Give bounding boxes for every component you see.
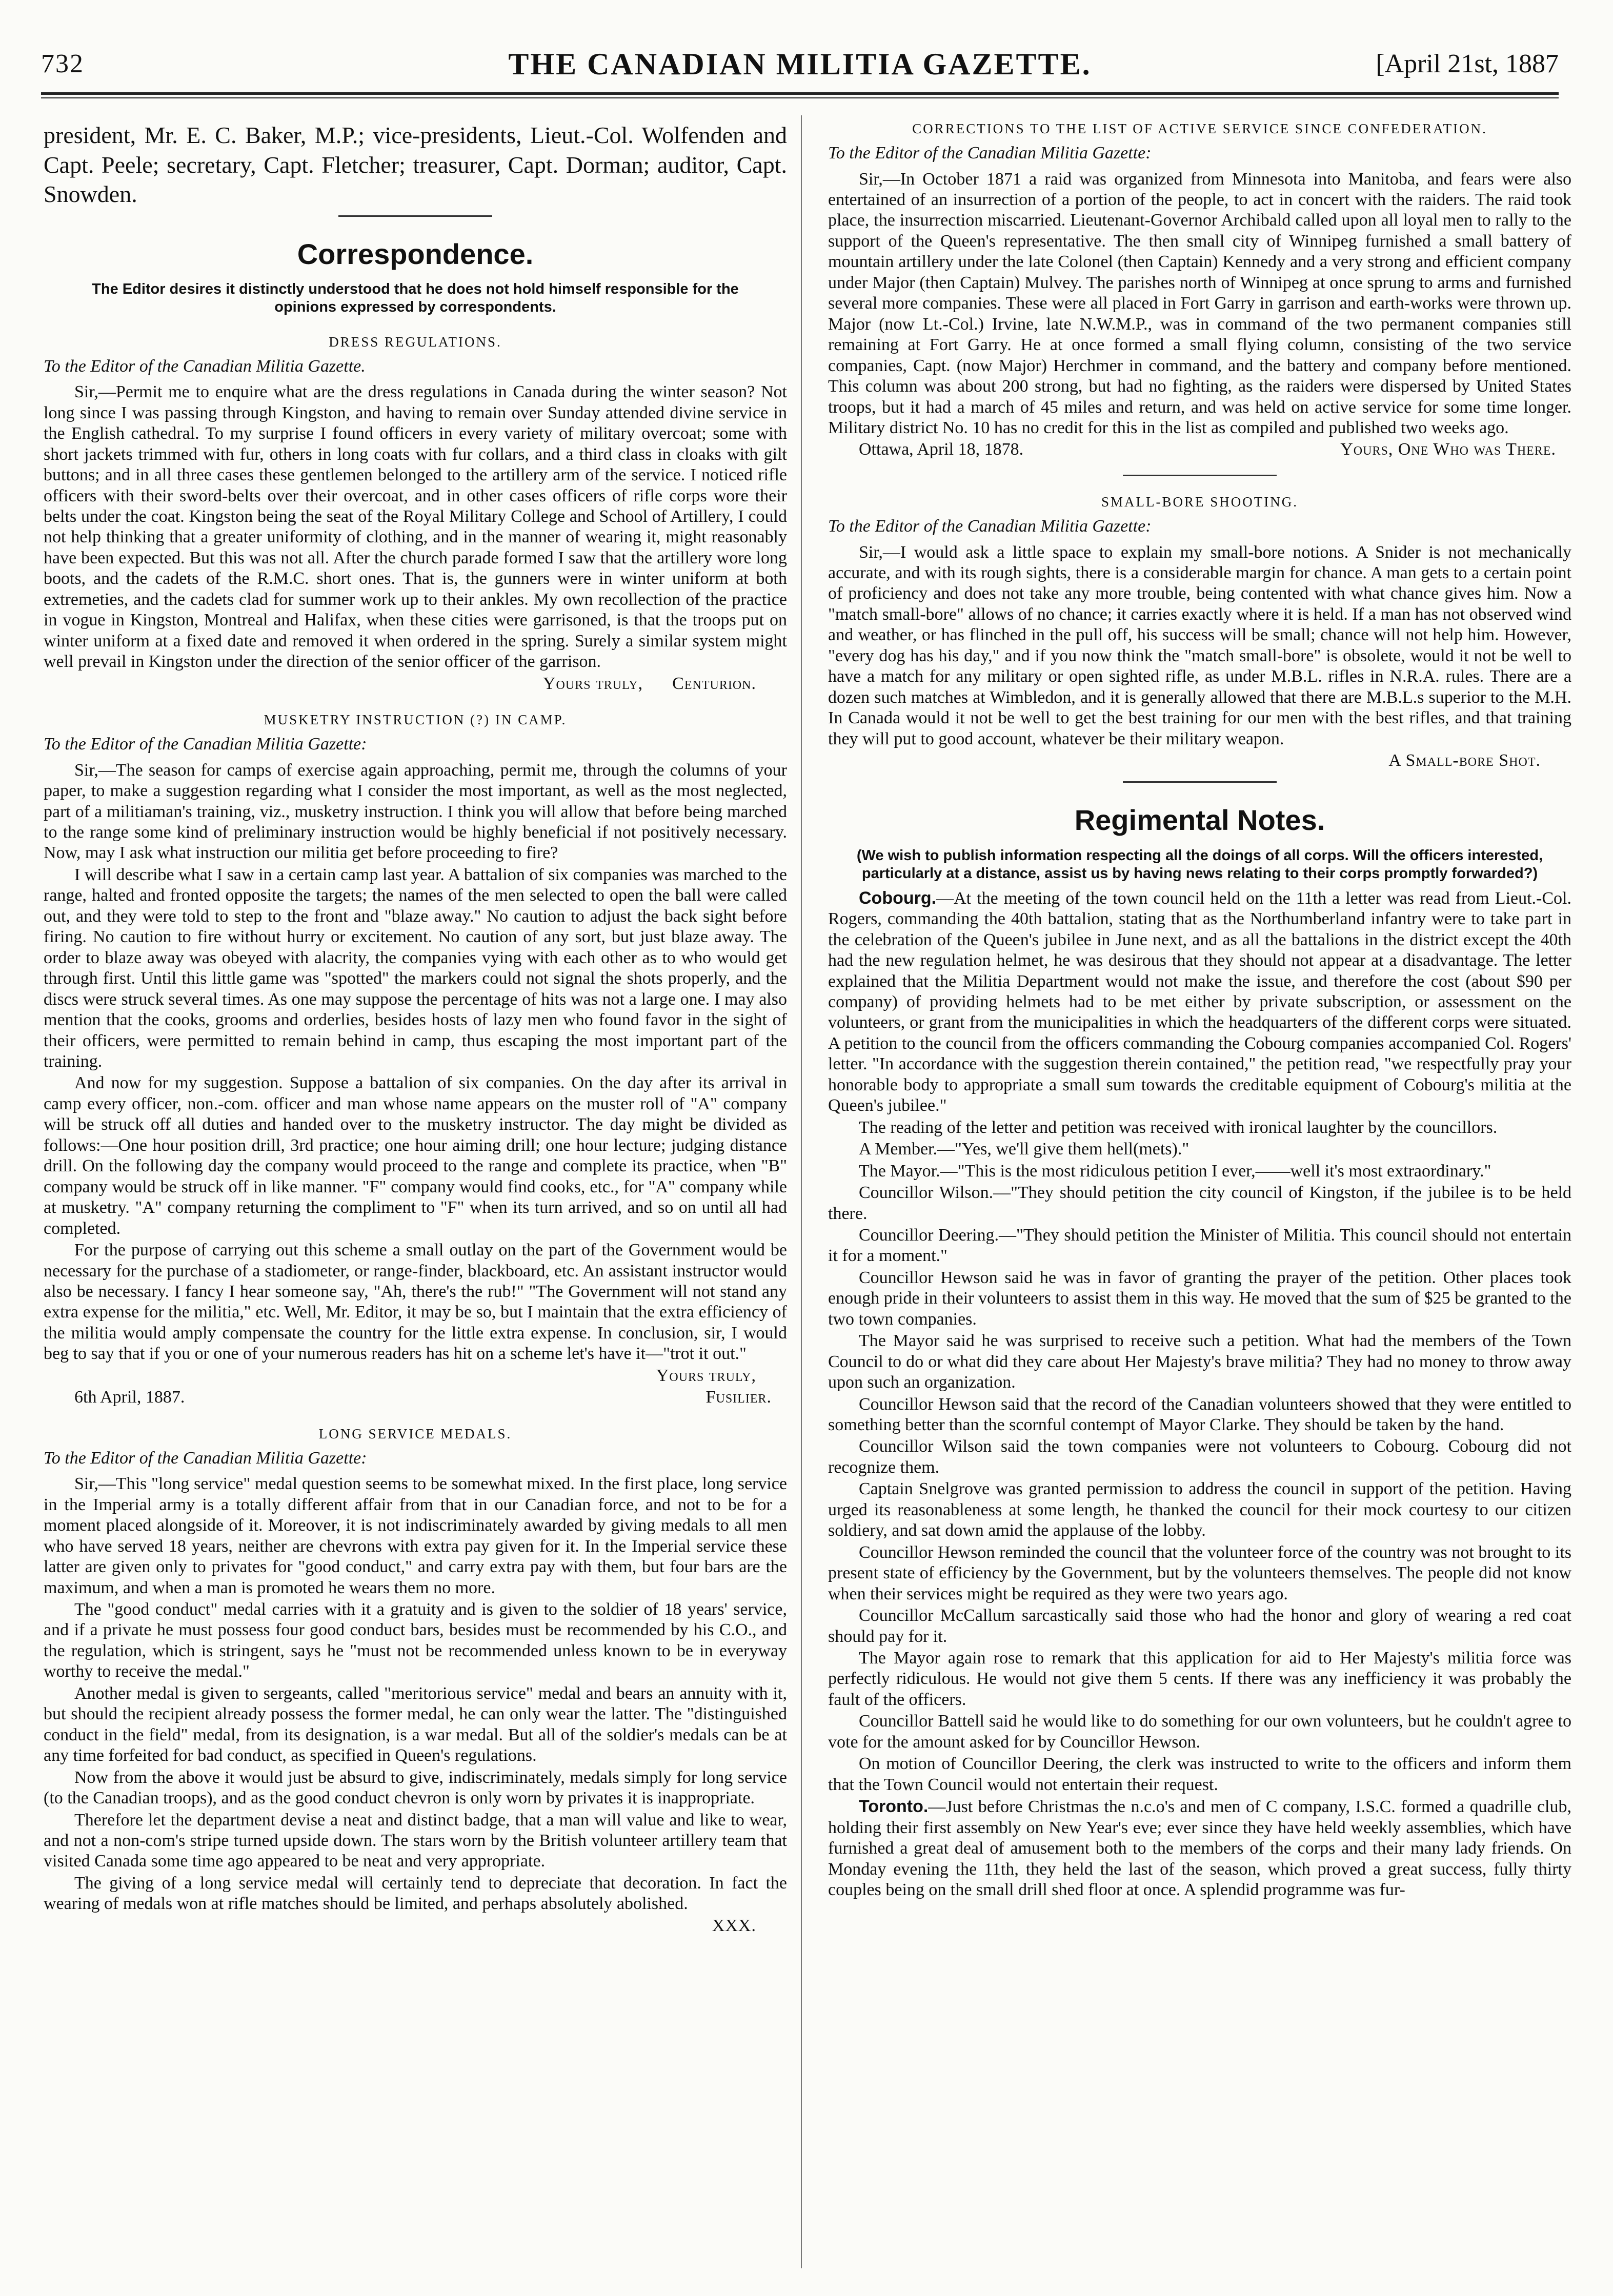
musketry-p2: I will describe what I saw in a certain camp last year. A battalion of six companies was marched to the range, halted and fronted opposite the targets; the names of the men selected to open the ball were called out, and they were told to step to the front and "blaze away." No caution to adjust the back sight before firing. No caution to fire without hurry or excitement. No caution of any sort, but just blaze away. The order to blaze away was obeyed with alacrity, the companies vying with each other as to who would get through first. Until this little game was "spotted" the markers could not signal the shots properly, and the discs were struck several times. As one may suppose the percentage of hits was not a large one. I may also mention that the cooks, grooms and orderlies, besides hosts of lazy men who found favor in the sight of their officers, were permitted to remain behind in camp, thus escaping the most important part of the training.: [44, 865, 787, 1071]
page-number: 732: [41, 49, 84, 78]
toronto-p1: Toronto.—Just before Christmas the n.c.o's and men of C company, I.S.C. formed a quadrille club, holding their first assembly on New Year's eve; ever since they have held weekly assemblies, which have furnished a great deal of amusement both to the members of the corps and their many lady friends. On Monday evening the 11th, they held the last of the season, which proved a great success, fully thirty couples being on the small drill shed floor at once. A splendid programme was fur-: [828, 1797, 1571, 1899]
cobourg-p1: Cobourg.—At the meeting of the town council held on the 11th a letter was read from Lieut.-Col. Rogers, commanding the 40th battalion, stating that as the Northumberland infantry were to take part in the celebration of the Queen's jubilee in June next, and as all the battalions in the district except the 40th had the new regulation helmet, he was desirous that they should not appear at a disadvantage. The letter explained that the Militia Department would not make the issue, and therefore the cost (about $90 per company) of providing helmets had to be met either by private subscription, or assessment on the volunteers, or grant from the municipalities in which the headquarters of the different corps were situated. A petition to the council from the officers commanding the Cobourg companies accompanied Col. Rogers' letter. "In accordance with the suggestion therein contained," the petition read, "we respectfully pray your honorable body to appropriate a small sum towards the creditable equipment of Cobourg's militia at the Queen's jubilee.": [828, 888, 1571, 1115]
smallbore-heading: SMALL-BORE SHOOTING.: [1101, 494, 1298, 510]
masthead: THE CANADIAN MILITIA GAZETTE.: [508, 47, 1092, 81]
corrections-to-editor: To the Editor of the Canadian Militia Gazette:: [828, 144, 1152, 163]
left-column: [44, 120, 787, 1937]
toronto-place: Toronto.: [859, 1797, 929, 1817]
medals-p6: The giving of a long service medal will certainly tend to depreciate that decoration. In fact the wearing of medals won at rifle matches should be limited, and perhaps absolutely abolished.: [44, 1873, 787, 1914]
dress-heading: DRESS REGULATIONS.: [329, 334, 502, 350]
cobourg-p14: The Mayor again rose to remark that this application for aid to Her Majesty's militia force was perfectly ridiculous. He would not give them 5 cents. If there was any inefficiency it was probably the fault of the officers.: [828, 1649, 1571, 1709]
page-header: [41, 49, 1559, 110]
medals-signature: XXX.: [712, 1916, 756, 1935]
corrections-date: Ottawa, April 18, 1878.: [859, 440, 1024, 459]
medals-p5: Therefore let the department devise a neat and distinct badge, that a man will value and like to wear, and not a non-com's stripe turned upside down. The stars worn by the British volunteer artillery team that visited Canada some time ago appeared to be neat and very appropriate.: [44, 1810, 787, 1871]
musketry-dateline: [44, 1387, 787, 1408]
issue-date: [April 21st, 1887: [1376, 49, 1559, 78]
correspondence-title: Correspondence.: [297, 237, 534, 270]
musketry-signature: Fusilier.: [705, 1388, 772, 1407]
dress-signature: Centurion.: [672, 674, 756, 693]
corrections-heading: CORRECTIONS TO THE LIST OF ACTIVE SERVICE SINCE CONFEDERATION.: [912, 121, 1487, 136]
musketry-p4: For the purpose of carrying out this scheme a small outlay on the part of the Government would be necessary for the purchase of a stadiometer, or range-finder, blackboard, etc. An assistant instructor would also be necessary. I fancy I hear someone say, "Ah, there's the rub!" "The Government will not stand any extra expense for the militia," etc. Well, Mr. Editor, it may be so, but I maintain that the extra efficiency of the militia would amply compensate the country for the little extra expense. In conclusion, sir, I would beg to say that if you or one of your numerous readers has hit on a scheme let's have it—"trot it out.": [44, 1241, 787, 1364]
corrections-body: Sir,—In October 1871 a raid was organized from Minnesota into Manitoba, and fears were also entertained of an insurrection of a portion of the people, to act in concert with the raiders. The raid took place, the insurrection miscarried. Lieutenant-Governor Archibald called upon all loyal men to rally to the support of the Queen's representative. The then small city of Winnipeg furnished a small battery of mountain artillery under the late Colonel (then Captain) Kennedy and a very strong and efficient company under Major (then Captain) Mulvey. The parishes north of Winnipeg at once sprung to arms and furnished several more companies. These were all placed in Fort Garry in garrison and earth-works were thrown up. Major (now Lt.-Col.) Irvine, late N.W.M.P., was in command of the two permanent companies still remaining at Fort Garry. He at once formed a small flying column, consisting of the two service companies, Capt. (now Major) Herchmer in command, and the battery and company before mentioned. This column was about 200 strong, but had no fighting, as the raiders were dispersed by United States troops, but it had a march of 45 miles and return, and was held on active service for some time longer. Military district No. 10 has no credit for this in the list as compiled and published two weeks ago.: [828, 169, 1571, 438]
column-divider: [801, 115, 802, 2268]
cobourg-p10: Councillor Wilson said the town companies were not volunteers to Cobourg. Cobourg did not recognize them.: [828, 1437, 1571, 1477]
cobourg-p12: Councillor Hewson reminded the council that the volunteer force of the country was not brought to its present state of efficiency by the Government, but by the volunteers themselves. The people did not know when their services might be required as they were two years ago.: [828, 1542, 1571, 1603]
dress-body: Sir,—Permit me to enquire what are the dress regulations in Canada during the winter season? Not long since I was passing through Kingston, and having to remain over Sunday attended divine service in the English cathedral. To my surprise I found officers in every variety of military overcoat; some with short jackets trimmed with fur, others in long coats with fur collars, and a third class in cloaks with gilt buttons; and in all three cases these gentlemen belonged to the artillery arm of the service. I noticed rifle officers with their sword-belts over their overcoat, and in other cases officers of rifle corps wore their belts under the coat. Kingston being the seat of the Royal Military College and School of Artillery, I could not help thinking that a greater uniformity of clothing, and in the manner of wearing it, might reasonably have been expected. But this was not all. After the church parade formed I saw that the artillery wore long boots, and the cadets of the R.M.C. short ones. That is, the gunners were in winter uniform at both extremeties, and the cadets clad for summer work up to their ankles. My own recollection of the practice in vogue in Kingston, Montreal and Halifax, when these cities were garrisoned, is that the troops put on winter uniform at a fixed date and removed it when ordered in the spring. Surely a similar system might well prevail in Kingston under the direction of the senior officer of the garrison.: [44, 382, 787, 672]
musketry-to-editor: To the Editor of the Canadian Militia Gazette:: [44, 735, 367, 754]
cobourg-place: Cobourg.: [859, 888, 937, 908]
cobourg-p8: The Mayor said he was surprised to receive such a petition. What had the members of the Town Council to do or what did they care about Her Majesty's brave militia? They had no money to throw away upon such an organization.: [828, 1331, 1571, 1392]
musketry-heading: MUSKETRY INSTRUCTION (?) IN CAMP.: [264, 712, 567, 728]
medals-p2: The "good conduct" medal carries with it a gratuity and is given to the soldier of 18 years' service, and if a private he must possess four good conduct bars, besides must be recommended by his C.O., and the regulation, which is stringent, says he "must not be recommended unless known to be in everyway worthy to receive the medal.": [44, 1600, 787, 1681]
cobourg-p6: Councillor Deering.—"They should petition the Minister of Militia. This council should not entertain it for a moment.": [828, 1225, 1571, 1266]
right-column: [828, 120, 1571, 1901]
corrections-signoff: Yours, One Who was There.: [1340, 440, 1556, 459]
cobourg-p7: Councillor Hewson said he was in favor of granting the prayer of the petition. Other places took enough pride in their volunteers to assist them in this way. He moved that the sum of $25 be granted to the two town companies.: [828, 1268, 1571, 1329]
editor-disclaimer: The Editor desires it distinctly understood that he does not hold himself responsible for the opinions expressed by correspondents.: [92, 281, 739, 315]
corrections-dateline: [828, 439, 1571, 460]
dress-closing: Yours truly, Centurion.: [543, 674, 756, 693]
intro-paragraph: president, Mr. E. C. Baker, M.P.; vice-presidents, Lieut.-Col. Wolfenden and Capt. Peele; secretary, Capt. Fletcher; treasurer, Capt. Dorman; auditor, Capt. Snowden.: [44, 122, 787, 207]
cobourg-p9: Councillor Hewson said that the record of the Canadian volunteers showed that they were entitled to something better than the scornful contempt of Mayor Clarke. They should be taken by the hand.: [828, 1394, 1571, 1435]
medals-heading: LONG SERVICE MEDALS.: [318, 1426, 512, 1441]
cobourg-p5: Councillor Wilson.—"They should petition the city council of Kingston, if the jubilee is to be held there.: [828, 1183, 1571, 1223]
cobourg-p4: The Mayor.—"This is the most ridiculous petition I ever,——well it's most extraordinary.": [859, 1161, 1491, 1181]
medals-to-editor: To the Editor of the Canadian Militia Gazette:: [44, 1448, 367, 1468]
header-rule: [41, 92, 1559, 95]
cobourg-p16: On motion of Councillor Deering, the clerk was instructed to write to the officers and inform them that the Town Council would not entertain their request.: [828, 1754, 1571, 1794]
header-rule-thin: [41, 97, 1559, 98]
medals-p4: Now from the above it would just be absurd to give, indiscriminately, medals simply for long service (to the Canadian troops), and as the good conduct chevron is only worn by privates it is inappropriate.: [44, 1767, 787, 1808]
musketry-p3: And now for my suggestion. Suppose a battalion of six companies. On the day after its arrival in camp every officer, non.-com. officer and man whose name appears on the muster roll of "A" company will be struck off all duties and handed over to the musketry instructor. The day might be divided as follows:—One hour position drill, 3rd practice; one hour aiming drill; one hour lecture; judging distance drill. On the following day the company would proceed to the range and complete its practice, when "B" company would be struck off in like manner. "F" company would find cooks, etc., for "A" company while at musketry. "A" company returning the compliment to "F" when its turn arrived, and so on until all had completed.: [44, 1073, 787, 1238]
cobourg-p2: The reading of the letter and petition was received with ironical laughter by the councillors.: [859, 1117, 1498, 1137]
medals-p1: Sir,—This "long service" medal question seems to be somewhat mixed. In the first place, long service in the Imperial army is a totally different affair from that in our Canadian force, and not to be for a moment placed alongside of it. Moreover, it is not indiscriminately awarded by giving medals to all men who have served 18 years, neither are chevrons with extra pay given for it. In the Imperial service these latter are given only to privates for "good conduct," and carry extra pay with them, but four bars are the maximum, and when a man is promoted he wears them no more.: [44, 1474, 787, 1597]
cobourg-p15: Councillor Battell said he would like to do something for our own volunteers, but he couldn't agree to vote for the amount asked for by Councillor Hewson.: [828, 1712, 1571, 1752]
regimental-title: Regimental Notes.: [1074, 804, 1325, 837]
section-rule: [1123, 781, 1277, 783]
musketry-closing: Yours truly,: [656, 1366, 756, 1385]
medals-p3: Another medal is given to sergeants, called "meritorious service" medal and bears an annuity with it, but should the recipient already possess the former medal, he can only wear the latter. The "distinguished conduct in the field" medal, from its designation, is a war medal. But all of the soldier's medals can be at any time forfeited for bad conduct, as specified in Queen's regulations.: [44, 1683, 787, 1765]
section-rule: [338, 215, 492, 217]
smallbore-signature: A Small-bore Shot.: [1388, 751, 1541, 770]
cobourg-p3: A Member.—"Yes, we'll give them hell(mets).": [859, 1140, 1189, 1159]
regimental-note: (We wish to publish information respecting all the doings of all corps. Will the officers interested, particularly at a distance, assist us by having news relating to their corps promptly forwarded?): [856, 847, 1543, 882]
smallbore-body: Sir,—I would ask a little space to explain my small-bore notions. A Snider is not mechanically accurate, and with its rough sights, there is a considerable margin for chance. A man gets to a certain point of proficiency and does not take any more trouble, being contented with what chance gives him. Now a "match small-bore" allows of no chance; it carries exactly where it is held. If a man has not observed wind and weather, or has flinched in the pull off, his success will be small; chance will not help him. However, "every dog has his day," and if you now think the "match small-bore" is obsolete, would it not be well to have a match for any military or open sighted rifle, as under M.B.L. rifles in N.R.A. rules. There are a dozen such matches at Wimbledon, and it is generally allowed that there are M.B.L.s superior to the M.H. In Canada would it not be well to get the best training for our men with the best rifles, and that training they will put to good account, whatever be their military weapon.: [828, 542, 1571, 748]
cobourg-p11: Captain Snelgrove was granted permission to address the council in support of the petition. Having urged its reasonableness at some length, he thanked the council for their mock courtesy to our citizen soldiery, and sat down amid the applause of the lobby.: [828, 1479, 1571, 1540]
cobourg-p13: Councillor McCallum sarcastically said those who had the honor and glory of wearing a red coat should pay for it.: [828, 1606, 1571, 1646]
section-rule: [1123, 475, 1277, 476]
dress-to-editor: To the Editor of the Canadian Militia Gazette.: [44, 356, 366, 376]
musketry-p1: Sir,—The season for camps of exercise again approaching, permit me, through the columns of your paper, to make a suggestion regarding what I consider the most important, as well as the most neglected, part of a militiaman's training, viz., musketry instruction. I think you will allow that before being marched to the range some kind of preliminary instruction would be highly beneficial if not positively necessary. Now, may I ask what instruction our militia get before proceeding to fire?: [44, 760, 787, 863]
musketry-date: 6th April, 1887.: [74, 1388, 185, 1407]
smallbore-to-editor: To the Editor of the Canadian Militia Gazette:: [828, 517, 1152, 536]
